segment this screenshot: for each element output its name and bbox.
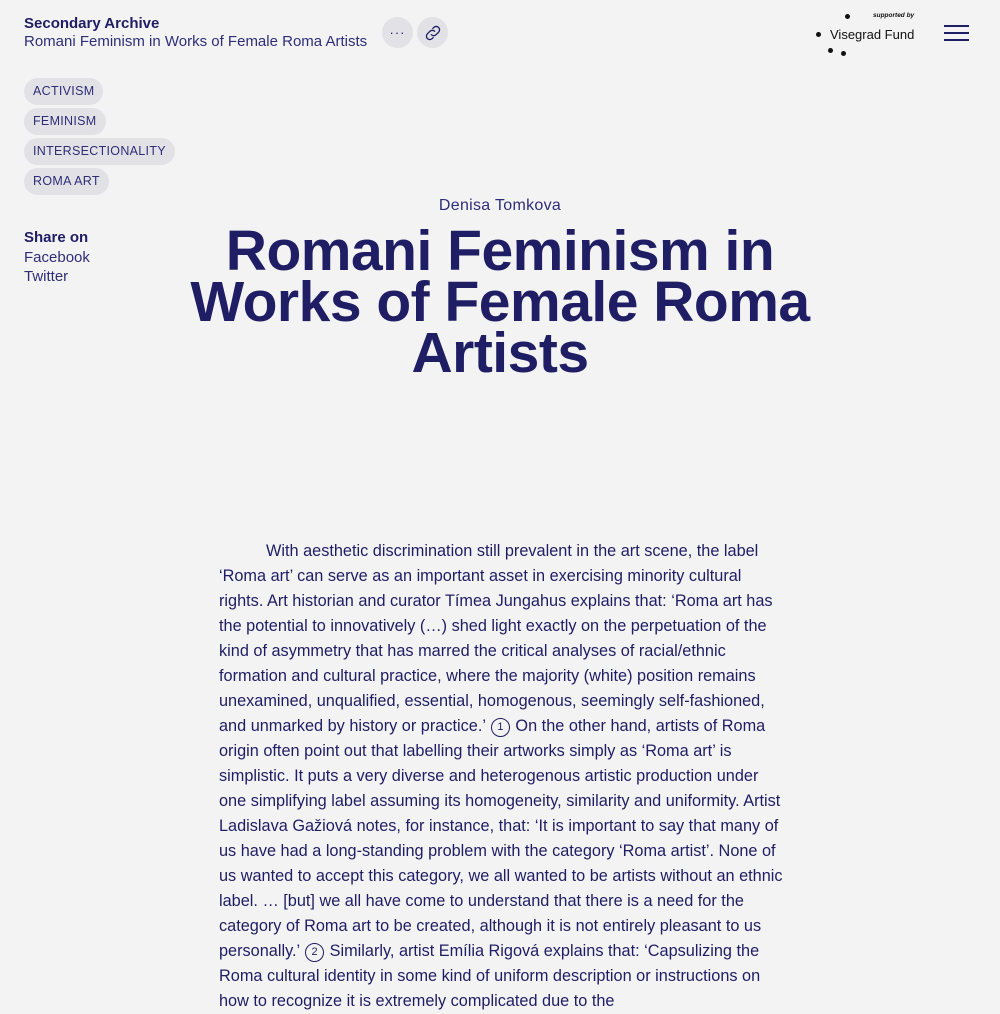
menu-button[interactable]: [944, 23, 970, 43]
share-panel: [24, 228, 90, 287]
article-title: Romani Feminism in Works of Female Roma Artists: [190, 219, 810, 385]
tag-list: [24, 78, 175, 198]
logo-dot: [841, 51, 846, 56]
share-title: Share on: [24, 229, 89, 246]
tag-intersectionality[interactable]: INTERSECTIONALITY: [24, 138, 175, 165]
footnote-marker-1[interactable]: 1: [491, 718, 510, 737]
copy-link-button[interactable]: [417, 17, 448, 48]
logo-dot: [816, 32, 821, 37]
link-icon: [423, 23, 443, 43]
article-author[interactable]: Denisa Tomkova: [438, 197, 562, 214]
supported-by-label: supported by: [873, 12, 915, 19]
site-title[interactable]: Secondary Archive: [24, 15, 160, 32]
logo-dot: [828, 48, 833, 53]
article-breadcrumb: Romani Feminism in Works of Female Roma Artists: [24, 33, 368, 50]
share-twitter-link[interactable]: Twitter: [24, 268, 69, 285]
body-paragraph: [219, 539, 784, 1014]
more-dots-icon: ···: [389, 25, 406, 40]
body-text-segment: Similarly, artist Emília Rigová explains that: ‘Capsulizing the Roma cultural identity in some kind of uniform description or instructions on how to recognize it is extremely complicated due to the: [219, 942, 761, 1010]
article-body: [219, 539, 784, 1014]
tag-feminism[interactable]: FEMINISM: [24, 108, 106, 135]
tag-activism[interactable]: ACTIVISM: [24, 78, 103, 105]
fund-name: Visegrad Fund: [830, 27, 915, 42]
body-text-segment: With aesthetic discrimination still prevalent in the art scene, the label ‘Roma art’ can serve as an important asset in exercising minority cultural rights. Art historian and curator Tímea Jungahus explains that: ‘Roma art has the potential to innovatively (…) shed light exactly on the perpetuation of the kind of asymmetry that has marred the critical analyses of racial/ethnic formation and cultural practice, where the majority (white) position remains unexamined, unqualified, essential, homogenous, seemingly self-fashioned, and unmarked by history or practice.’: [219, 542, 773, 735]
more-options-button[interactable]: [382, 17, 413, 48]
body-text-segment: On the other hand, artists of Roma origin often point out that labelling their artworks simply as ‘Roma art’ is simplistic. It puts a very diverse and heterogenous artistic production under one simplifying label assuming its homogeneity, similarity and uniformity. Artist Ladislava Gažiová notes, for instance, that: ‘It is important to say that many of us have had a long-standing problem with the category ‘Roma artist’. None of us wanted to accept this category, we all wanted to be artists without an ethnic label. … [but] we all have come to understand that there is a need for the category of Roma art to be created, although it is not entirely pleasant to us personally.’: [219, 717, 783, 960]
visegrad-fund-logo[interactable]: [812, 8, 922, 60]
logo-dot: [845, 14, 850, 19]
share-facebook-link[interactable]: Facebook: [24, 248, 90, 266]
tag-roma-art[interactable]: ROMA ART: [24, 168, 109, 195]
footnote-marker-2[interactable]: 2: [305, 943, 324, 962]
